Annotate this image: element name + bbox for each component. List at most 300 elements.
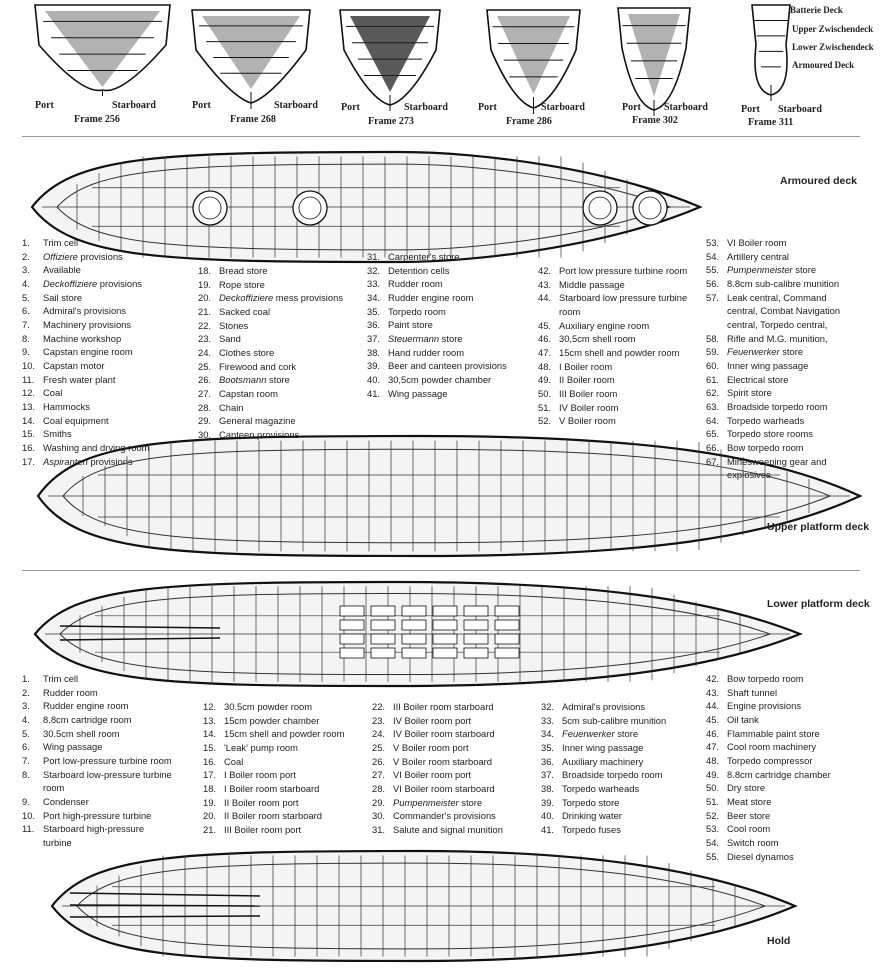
legend-number: 28. bbox=[372, 782, 386, 794]
legend-text: Torpedo store bbox=[562, 796, 620, 808]
legend-item bbox=[22, 795, 172, 809]
propeller-shaft bbox=[70, 916, 260, 917]
legend-item bbox=[198, 346, 363, 360]
legend-text: 5cm sub-calibre munition bbox=[562, 714, 667, 726]
legend-lower-col1 bbox=[22, 672, 172, 850]
frame-302-label: Frame 302 bbox=[632, 115, 678, 126]
legend-number: 31. bbox=[367, 251, 381, 262]
legend-item bbox=[372, 741, 503, 755]
legend-item bbox=[706, 277, 846, 291]
legend-text: Machinery provisions bbox=[43, 318, 132, 330]
legend-text: Switch room bbox=[727, 836, 779, 848]
boiler-block bbox=[340, 648, 364, 658]
deck-name-armoured: Armoured Deck bbox=[792, 60, 855, 70]
boiler-block bbox=[433, 620, 457, 630]
legend-item bbox=[22, 699, 172, 713]
legend-item bbox=[706, 386, 846, 400]
frame-286-label: Frame 286 bbox=[506, 116, 552, 127]
legend-number: 9. bbox=[22, 795, 30, 807]
legend-number: 60. bbox=[706, 359, 720, 371]
legend-text: Chain bbox=[219, 401, 244, 413]
legend-number: 14. bbox=[22, 414, 36, 426]
legend-item bbox=[367, 373, 507, 387]
legend-text: Aspiranten provisions bbox=[43, 455, 133, 467]
legend-text: Torpedo warheads bbox=[727, 414, 805, 426]
legend-number: 34. bbox=[541, 728, 555, 740]
legend-number: 23. bbox=[372, 714, 386, 726]
boiler-block bbox=[495, 648, 519, 658]
legend-number: 31. bbox=[372, 823, 386, 835]
legend-text: Torpedo room bbox=[388, 305, 446, 317]
legend-text: Paint store bbox=[388, 319, 433, 331]
legend-number: 10. bbox=[22, 809, 36, 821]
port-label: Port bbox=[341, 102, 360, 113]
legend-item bbox=[198, 291, 363, 305]
legend-text: Deckoffiziere mess provisions bbox=[219, 292, 344, 304]
legend-upper-col1 bbox=[22, 236, 149, 468]
legend-number: 44. bbox=[538, 292, 552, 304]
legend-item bbox=[541, 796, 666, 810]
legend-text: Sand bbox=[219, 333, 241, 345]
boiler-block bbox=[464, 634, 488, 644]
legend-number: 35. bbox=[367, 305, 381, 317]
legend-item bbox=[538, 291, 698, 318]
legend-number: 44. bbox=[706, 700, 720, 712]
legend-number: 38. bbox=[541, 782, 555, 794]
barbette-circle bbox=[293, 191, 327, 225]
legend-number: 29. bbox=[372, 796, 386, 808]
legend-text: 15cm shell and powder room bbox=[559, 346, 680, 358]
legend-number: 52. bbox=[706, 809, 720, 821]
frame-268-label: Frame 268 bbox=[230, 114, 276, 125]
legend-number: 24. bbox=[198, 346, 212, 358]
legend-item bbox=[367, 387, 507, 401]
legend-text: Auxiliary machinery bbox=[562, 755, 644, 767]
legend-number: 55. bbox=[706, 264, 720, 276]
legend-text: Broadside torpedo room bbox=[727, 400, 828, 412]
legend-number: 18. bbox=[203, 782, 217, 794]
deck-name-lower-zwischendeck: Lower Zwischendeck bbox=[792, 42, 874, 52]
legend-item bbox=[372, 823, 503, 837]
legend-text: Trim cell bbox=[43, 673, 79, 684]
legend-text: Bootsmann store bbox=[219, 374, 290, 386]
legend-text: Coal equipment bbox=[43, 414, 109, 426]
boiler-block bbox=[340, 606, 364, 616]
frame-256-label: Frame 256 bbox=[74, 114, 120, 125]
legend-item bbox=[22, 822, 172, 849]
legend-text: Smiths bbox=[43, 428, 72, 440]
starboard-label: Starboard bbox=[404, 102, 448, 113]
legend-number: 27. bbox=[372, 769, 386, 781]
legend-text: 8.8cm cartridge chamber bbox=[727, 768, 831, 780]
legend-item bbox=[706, 414, 846, 428]
legend-number: 13. bbox=[22, 400, 36, 412]
boiler-block bbox=[495, 634, 519, 644]
legend-item bbox=[706, 795, 831, 809]
legend-item bbox=[203, 768, 344, 782]
legend-number: 3. bbox=[22, 700, 30, 712]
legend-text: Washing and drying room bbox=[43, 441, 150, 453]
legend-item bbox=[22, 727, 172, 741]
legend-text: Feuerwerker store bbox=[562, 728, 639, 740]
legend-number: 18. bbox=[198, 265, 212, 276]
legend-text: Admiral's provisions bbox=[562, 701, 646, 712]
legend-item bbox=[541, 809, 666, 823]
legend-number: 41. bbox=[367, 387, 381, 399]
legend-number: 26. bbox=[198, 374, 212, 386]
legend-item bbox=[22, 686, 172, 700]
legend-item bbox=[203, 796, 344, 810]
legend-text: Steuermann store bbox=[388, 332, 463, 344]
legend-item bbox=[372, 755, 503, 769]
legend-text: I Boiler room port bbox=[224, 769, 296, 781]
legend-item bbox=[541, 741, 666, 755]
legend-text: Dry store bbox=[727, 782, 766, 794]
legend-text: 15cm powder chamber bbox=[224, 714, 320, 726]
legend-number: 39. bbox=[541, 796, 555, 808]
legend-item bbox=[706, 754, 831, 768]
legend-upper-col2 bbox=[198, 264, 363, 442]
legend-number: 25. bbox=[372, 741, 386, 753]
legend-number: 43. bbox=[538, 278, 552, 290]
legend-item bbox=[367, 332, 507, 346]
legend-text: Condenser bbox=[43, 795, 89, 807]
legend-item bbox=[706, 768, 831, 782]
legend-text: Deckoffiziere provisions bbox=[43, 277, 142, 289]
legend-item bbox=[706, 836, 831, 850]
legend-number: 59. bbox=[706, 346, 720, 358]
legend-number: 19. bbox=[198, 278, 212, 290]
legend-text: Meat store bbox=[727, 795, 772, 807]
legend-number: 47. bbox=[706, 741, 720, 753]
legend-text: V Boiler room starboard bbox=[393, 755, 493, 767]
legend-text: Capstan engine room bbox=[43, 346, 133, 358]
frame-311-label: Frame 311 bbox=[748, 117, 794, 128]
legend-item bbox=[706, 373, 846, 387]
boiler-block bbox=[340, 620, 364, 630]
legend-text: Hand rudder room bbox=[388, 346, 465, 358]
legend-number: 16. bbox=[22, 441, 36, 453]
legend-text: IV Boiler room port bbox=[393, 714, 472, 726]
legend-number: 23. bbox=[198, 333, 212, 345]
boiler-block bbox=[371, 648, 395, 658]
port-label: Port bbox=[741, 104, 760, 115]
legend-text: Port high-pressure turbine bbox=[43, 809, 152, 821]
legend-number: 4. bbox=[22, 713, 30, 725]
starboard-label: Starboard bbox=[778, 104, 822, 115]
legend-number: 20. bbox=[203, 810, 217, 822]
legend-item bbox=[706, 781, 831, 795]
legend-number: 32. bbox=[367, 264, 381, 276]
legend-number: 33. bbox=[367, 278, 381, 290]
boiler-block bbox=[495, 620, 519, 630]
boiler-block bbox=[464, 606, 488, 616]
legend-text: 30.5cm powder room bbox=[224, 701, 313, 712]
legend-item bbox=[203, 714, 344, 728]
legend-text: Beer and canteen provisions bbox=[388, 360, 507, 372]
starboard-label: Starboard bbox=[664, 102, 708, 113]
legend-text: Inner wing passage bbox=[727, 359, 809, 371]
legend-number: 49. bbox=[706, 768, 720, 780]
legend-text: Feuerwerker store bbox=[727, 346, 804, 358]
legend-number: 2. bbox=[22, 686, 30, 698]
legend-number: 55. bbox=[706, 850, 720, 862]
legend-item bbox=[538, 319, 698, 333]
legend-text: 8.8cm cartridge room bbox=[43, 713, 132, 725]
legend-number: 45. bbox=[538, 319, 552, 331]
legend-text: Beer store bbox=[727, 809, 771, 821]
legend-number: 67. bbox=[706, 455, 720, 467]
legend-text: Cool room machinery bbox=[727, 741, 817, 753]
legend-text: Wing passage bbox=[43, 741, 103, 753]
legend-number: 37. bbox=[541, 769, 555, 781]
legend-text: Clothes store bbox=[219, 346, 275, 358]
legend-item bbox=[706, 727, 831, 741]
legend-item bbox=[22, 672, 172, 686]
legend-text: Leak central, Command central, Combat Navigation central, Torpedo central, bbox=[727, 291, 841, 330]
legend-number: 57. bbox=[706, 291, 720, 303]
legend-number: 61. bbox=[706, 373, 720, 385]
legend-item bbox=[706, 713, 831, 727]
legend-text: Starboard high-pressure turbine bbox=[43, 823, 145, 848]
legend-text: Flammable paint store bbox=[727, 727, 820, 739]
legend-number: 6. bbox=[22, 305, 30, 317]
legend-number: 15. bbox=[203, 741, 217, 753]
legend-text: Commander's provisions bbox=[393, 810, 496, 822]
legend-number: 30. bbox=[372, 810, 386, 822]
legend-number: 32. bbox=[541, 701, 555, 712]
legend-item bbox=[706, 672, 831, 686]
legend-number: 40. bbox=[541, 810, 555, 822]
legend-lower-col3 bbox=[372, 700, 503, 837]
starboard-label: Starboard bbox=[112, 100, 156, 111]
legend-item bbox=[706, 345, 846, 359]
legend-text: V Boiler room bbox=[559, 415, 616, 427]
legend-item bbox=[706, 427, 846, 441]
legend-item bbox=[203, 727, 344, 741]
legend-text: Pumpenmeister store bbox=[393, 796, 483, 808]
legend-item bbox=[22, 250, 149, 264]
legend-text: Drinking water bbox=[562, 810, 622, 822]
legend-item bbox=[538, 278, 698, 292]
legend-number: 4. bbox=[22, 277, 30, 289]
deck-name-upper-zwischendeck: Upper Zwischendeck bbox=[792, 24, 874, 34]
legend-item bbox=[706, 359, 846, 373]
legend-number: 6. bbox=[22, 741, 30, 753]
legend-text: III Boiler room starboard bbox=[393, 701, 494, 712]
port-label: Port bbox=[35, 100, 54, 111]
legend-item bbox=[198, 414, 363, 428]
starboard-label: Starboard bbox=[541, 102, 585, 113]
legend-item bbox=[706, 822, 831, 836]
legend-item bbox=[22, 441, 149, 455]
lower-platform-deck-plan bbox=[35, 582, 800, 686]
legend-number: 54. bbox=[706, 836, 720, 848]
legend-text: 8.8cm sub-calibre munition bbox=[727, 277, 840, 289]
legend-text: 30,5cm powder chamber bbox=[388, 373, 492, 385]
barbette-circle bbox=[633, 191, 667, 225]
legend-number: 12. bbox=[203, 701, 217, 712]
legend-upper-col3 bbox=[367, 250, 507, 400]
legend-text: Broadside torpedo room bbox=[562, 769, 663, 781]
legend-number: 17. bbox=[22, 455, 36, 467]
legend-text: II Boiler room port bbox=[224, 796, 299, 808]
legend-text: Coal bbox=[43, 387, 63, 399]
legend-item bbox=[538, 401, 698, 415]
legend-lower-col4 bbox=[541, 700, 666, 837]
legend-text: Torpedo warheads bbox=[562, 782, 640, 794]
legend-number: 51. bbox=[538, 401, 552, 413]
legend-number: 30. bbox=[198, 428, 212, 440]
boiler-block bbox=[433, 634, 457, 644]
lower-platform-deck-title: Lower platform deck bbox=[767, 598, 870, 610]
legend-item bbox=[541, 782, 666, 796]
legend-item bbox=[538, 264, 698, 278]
legend-text: Pumpenmeister store bbox=[727, 264, 817, 276]
legend-item bbox=[198, 278, 363, 292]
legend-item bbox=[22, 318, 149, 332]
legend-item bbox=[367, 250, 507, 264]
legend-item bbox=[706, 250, 846, 264]
legend-text: Trim cell bbox=[43, 237, 79, 248]
legend-text: Starboard low-pressure turbine room bbox=[43, 768, 172, 794]
legend-item bbox=[22, 277, 149, 291]
legend-number: 46. bbox=[538, 333, 552, 345]
legend-item bbox=[706, 400, 846, 414]
legend-text: General magazine bbox=[219, 415, 296, 427]
legend-item bbox=[203, 809, 344, 823]
legend-text: Canteen provisions bbox=[219, 428, 300, 440]
legend-number: 50. bbox=[538, 387, 552, 399]
legend-text: 30.5cm shell room bbox=[43, 727, 120, 739]
legend-item bbox=[706, 441, 846, 455]
legend-text: Cool room bbox=[727, 823, 771, 835]
legend-number: 25. bbox=[198, 360, 212, 372]
legend-number: 50. bbox=[706, 782, 720, 794]
legend-number: 38. bbox=[367, 346, 381, 358]
legend-number: 36. bbox=[367, 319, 381, 331]
legend-number: 22. bbox=[198, 319, 212, 331]
port-label: Port bbox=[478, 102, 497, 113]
legend-item bbox=[22, 304, 149, 318]
legend-item bbox=[372, 768, 503, 782]
legend-item bbox=[22, 455, 149, 469]
legend-item bbox=[541, 714, 666, 728]
boiler-block bbox=[433, 606, 457, 616]
legend-item bbox=[372, 700, 503, 714]
legend-text: Rudder room bbox=[43, 686, 98, 698]
legend-number: 56. bbox=[706, 277, 720, 289]
legend-item bbox=[198, 319, 363, 333]
legend-item bbox=[198, 401, 363, 415]
legend-number: 63. bbox=[706, 400, 720, 412]
legend-lower-col2 bbox=[203, 700, 344, 837]
legend-upper-col5 bbox=[706, 236, 846, 482]
legend-item bbox=[203, 700, 344, 714]
legend-item bbox=[22, 373, 149, 387]
legend-number: 52. bbox=[538, 415, 552, 427]
legend-number: 14. bbox=[203, 728, 217, 740]
legend-text: Engine provisions bbox=[727, 700, 802, 712]
barbette-circle bbox=[193, 191, 227, 225]
legend-item bbox=[372, 796, 503, 810]
boiler-block bbox=[371, 620, 395, 630]
legend-text: VI Boiler room port bbox=[393, 769, 472, 781]
legend-number: 11. bbox=[22, 823, 35, 835]
legend-item bbox=[198, 305, 363, 319]
legend-number: 7. bbox=[22, 754, 30, 766]
legend-text: Coal bbox=[224, 755, 244, 767]
legend-number: 66. bbox=[706, 441, 720, 453]
legend-text: Sacked coal bbox=[219, 305, 271, 317]
legend-number: 24. bbox=[372, 728, 386, 740]
legend-number: 19. bbox=[203, 796, 217, 808]
legend-item bbox=[541, 727, 666, 741]
legend-number: 43. bbox=[706, 686, 720, 698]
legend-item bbox=[372, 714, 503, 728]
legend-text: Offiziere provisions bbox=[43, 250, 123, 262]
legend-number: 42. bbox=[538, 265, 552, 276]
armoured-deck-title: Armoured deck bbox=[780, 175, 858, 187]
legend-item bbox=[367, 305, 507, 319]
legend-number: 5. bbox=[22, 727, 30, 739]
legend-upper-col4 bbox=[538, 264, 698, 428]
legend-text: Spirit store bbox=[727, 387, 772, 399]
legend-number: 26. bbox=[372, 755, 386, 767]
legend-item bbox=[706, 809, 831, 823]
legend-item bbox=[538, 414, 698, 428]
legend-text: 'Leak' pump room bbox=[224, 741, 298, 753]
legend-text: Stones bbox=[219, 319, 249, 331]
divider bbox=[22, 570, 860, 571]
port-label: Port bbox=[622, 102, 641, 113]
legend-number: 35. bbox=[541, 741, 555, 753]
legend-text: Capstan motor bbox=[43, 359, 105, 371]
legend-item bbox=[706, 686, 831, 700]
legend-number: 65. bbox=[706, 428, 720, 440]
legend-number: 1. bbox=[22, 673, 30, 684]
legend-text: 15cm shell and powder room bbox=[224, 728, 345, 740]
legend-item bbox=[706, 332, 846, 346]
legend-item bbox=[22, 359, 149, 373]
legend-number: 48. bbox=[538, 360, 552, 372]
legend-item bbox=[541, 768, 666, 782]
legend-number: 21. bbox=[198, 305, 212, 317]
legend-number: 1. bbox=[22, 237, 30, 248]
deck-name-batterie: Batterie Deck bbox=[790, 5, 843, 15]
legend-number: 5. bbox=[22, 291, 30, 303]
frame-273-label: Frame 273 bbox=[368, 116, 414, 127]
legend-number: 42. bbox=[706, 673, 720, 684]
legend-item bbox=[706, 291, 846, 332]
legend-number: 64. bbox=[706, 414, 720, 426]
boiler-block bbox=[371, 606, 395, 616]
legend-number: 34. bbox=[367, 291, 381, 303]
legend-number: 15. bbox=[22, 428, 36, 440]
legend-item bbox=[22, 263, 149, 277]
boiler-block bbox=[340, 634, 364, 644]
legend-item bbox=[372, 809, 503, 823]
starboard-label: Starboard bbox=[274, 100, 318, 111]
boiler-block bbox=[464, 620, 488, 630]
legend-text: IV Boiler room bbox=[559, 401, 619, 413]
legend-number: 8. bbox=[22, 332, 30, 344]
legend-item bbox=[198, 428, 363, 442]
legend-number: 58. bbox=[706, 332, 720, 344]
legend-number: 13. bbox=[203, 714, 217, 726]
legend-item bbox=[22, 427, 149, 441]
legend-text: Capstan room bbox=[219, 387, 278, 399]
